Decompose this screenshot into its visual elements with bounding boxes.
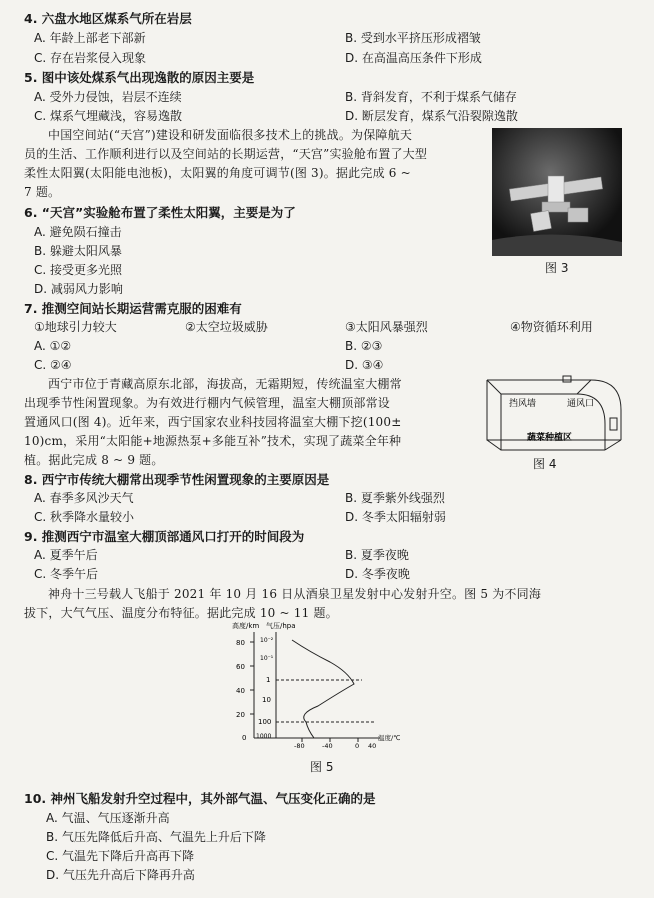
fig4-label-area: 蔬菜种植区 [527,433,573,443]
q5-option-c: C. 煤系气埋藏浅，容易逸散 [34,109,183,123]
fig5-temp-tick: 0 [355,742,360,750]
fig5-temp-tick: -40 [322,742,333,750]
fig4-caption: 图 4 [533,457,557,471]
q9-option-a: A. 夏季午后 [34,548,98,562]
q8-option-b: B. 夏季紫外线强烈 [345,491,445,505]
passage2-line: 置通风口(图 4)。近年来，西宁国家农业科技园将温室大棚下挖(100± [24,415,402,429]
passage2-line: 10)cm，采用“太阳能+地源热泵+多能互补”技术，实现了蔬菜全年种 [24,434,402,448]
passage3-line: 拔下，大气气压、温度分布特征。据此完成 10 ~ 11 题。 [24,606,338,620]
fig5-temp-label: 温度/℃ [378,734,400,742]
q4-option-d: D. 在高温高压条件下形成 [345,51,482,65]
q4-option-b: B. 受到水平挤压形成褶皱 [345,31,481,45]
q7-stem: 7. 推测空间站长期运营需克服的困难有 [24,301,242,316]
q6-stem: 6. “天宫”实验舱布置了柔性太阳翼，主要是为了 [24,205,296,220]
fig5-caption: 图 5 [310,760,334,774]
q5-option-a: A. 受外力侵蚀，岩层不连续 [34,90,182,104]
passage2-line: 植。据此完成 8 ~ 9 题。 [24,453,164,467]
q4-option-c: C. 存在岩浆侵入现象 [34,51,147,65]
q7-option-b: B. ②③ [345,339,383,353]
passage1-line: 员的生活、工作顺利进行以及空间站的长期运营，“天宫”实验舱布置了大型 [24,147,428,161]
fig5-pres-tick: 10 [262,696,271,704]
q10-option-b: B. 气压先降低后升高、气温先上升后下降 [46,830,266,844]
passage1-line: 7 题。 [24,185,61,199]
q10-option-d: D. 气压先升高后下降再升高 [46,868,195,882]
q7-option-c: C. ②④ [34,358,72,372]
fig5-alt-tick: 0 [242,734,247,742]
q10-option-a: A. 气温、气压逐渐升高 [46,811,170,825]
fig5-pres-tick: 1 [266,676,271,684]
q6-option-d: D. 减弱风力影响 [34,282,123,296]
q4-option-a: A. 年龄上部老下部新 [34,31,146,45]
q6-option-c: C. 接受更多光照 [34,263,123,277]
q9-option-c: C. 冬季午后 [34,567,99,581]
fig5-pres-tick: 10⁻² [260,637,274,644]
q7-item-4: ④物资循环利用 [510,320,593,334]
q5-option-b: B. 背斜发育，不利于煤系气储存 [345,90,517,104]
fig5-temp-tick: -80 [294,742,305,750]
atmosphere-profile-chart [230,618,400,754]
passage2-line: 西宁市位于青藏高原东北部，海拔高，无霜期短，传统温室大棚常 [48,377,402,391]
fig5-pres-tick: 10⁻¹ [260,655,274,662]
fig5-pres-label: 气压/hpa [266,622,296,630]
fig5-alt-tick: 60 [236,663,245,671]
fig5-alt-tick: 20 [236,711,245,719]
q10-stem: 10. 神州飞船发射升空过程中，其外部气温、气压变化正确的是 [24,791,376,806]
q8-option-d: D. 冬季太阳辐射弱 [345,510,446,524]
fig4-label-wall: 挡风墙 [509,399,537,409]
greenhouse-diagram [481,370,631,456]
q5-stem: 5. 图中该处煤系气出现逸散的原因主要是 [24,70,255,85]
q7-item-3: ③太阳风暴强烈 [345,320,428,334]
q6-option-a: A. 避免陨石撞击 [34,225,122,239]
q5-option-d: D. 断层发育，煤系气沿裂隙逸散 [345,109,518,123]
fig4-label-vent: 通风口 [567,399,595,409]
q10-option-c: C. 气温先下降后升高再下降 [46,849,195,863]
q6-option-b: B. 躲避太阳风暴 [34,244,122,258]
q8-stem: 8. 西宁市传统大棚常出现季节性闲置现象的主要原因是 [24,472,330,487]
passage2-line: 出现季节性闲置现象。为有效进行棚内气候管理，温室大棚顶部常设 [24,396,391,410]
fig5-alt-tick: 80 [236,639,245,647]
fig5-temp-tick: 40 [368,742,377,750]
passage1-line: 中国空间站(“天宫”)建设和研发面临很多技术上的挑战。为保障航天 [48,128,413,142]
q7-option-a: A. ①② [34,339,72,353]
q7-item-1: ①地球引力较大 [34,320,117,334]
fig5-alt-tick: 40 [236,687,245,695]
q9-stem: 9. 推测西宁市温室大棚顶部通风口打开的时间段为 [24,529,305,544]
q8-option-a: A. 春季多风沙天气 [34,491,134,505]
q9-option-b: B. 夏季夜晚 [345,548,409,562]
q4-stem: 4. 六盘水地区煤系气所在岩层 [24,11,192,26]
space-station-photo [492,128,622,256]
q7-item-2: ②太空垃圾威胁 [185,320,268,334]
passage3-line: 神舟十三号载人飞船于 2021 年 10 月 16 日从酒泉卫星发射中心发射升空。图 5 为不同海 [48,587,542,601]
q7-option-d: D. ③④ [345,358,384,372]
fig5-pres-tick: 1000 [256,733,272,740]
q9-option-d: D. 冬季夜晚 [345,567,410,581]
passage1-line: 柔性太阳翼(太阳能电池板)，太阳翼的角度可调节(图 3)。据此完成 6 ~ [24,166,411,180]
fig5-alt-label: 高度/km [232,622,260,630]
fig5-pres-tick: 100 [258,718,272,726]
q8-option-c: C. 秋季降水量较小 [34,510,135,524]
fig3-caption: 图 3 [545,261,569,275]
